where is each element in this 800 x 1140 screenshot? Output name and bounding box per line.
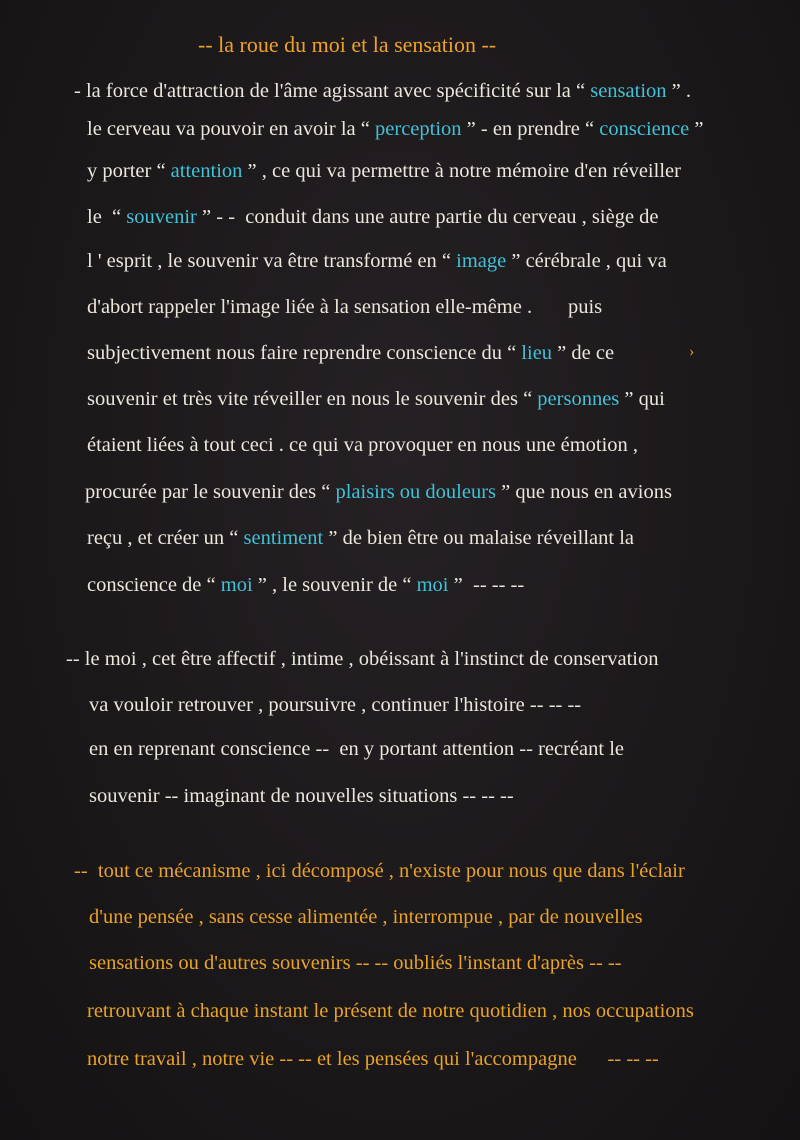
keyword: perception <box>375 118 462 140</box>
text-line <box>74 78 691 104</box>
text-line: d'une pensée , sans cesse alimentée , interrompue , par de nouvelles <box>89 906 643 928</box>
text-line <box>87 204 659 230</box>
text-segment: ” . <box>666 80 692 102</box>
keyword: sensation <box>590 80 667 102</box>
text-segment: reçu , et créer un “ <box>87 527 244 549</box>
text-segment: ” -- -- -- <box>448 574 525 596</box>
text-segment: ” <box>689 118 704 140</box>
text-line: sensations ou d'autres souvenirs -- -- oubliés l'instant d'après -- -- <box>89 952 622 974</box>
text-line <box>87 386 665 412</box>
text-segment: le “ <box>87 206 127 228</box>
keyword: plaisirs ou douleurs <box>335 481 497 503</box>
text-line: va vouloir retrouver , poursuivre , continuer l'histoire -- -- -- <box>89 694 582 716</box>
text-segment: ” - - conduit dans une autre partie du cerveau , siège de <box>196 206 659 228</box>
keyword: souvenir <box>126 206 197 228</box>
text-line <box>85 479 672 505</box>
text-segment: ” de bien être ou malaise réveillant la <box>323 527 634 549</box>
text-segment: ” cérébrale , qui va <box>506 250 667 272</box>
text-line: notre travail , notre vie -- -- et les pensées qui l'accompagne -- -- -- <box>87 1048 659 1070</box>
text-segment: ” , le souvenir de “ <box>252 574 417 596</box>
keyword: moi <box>416 574 449 596</box>
text-line: retrouvant à chaque instant le présent de notre quotidien , nos occupations <box>87 1000 694 1022</box>
text-segment: étaient liées à tout ceci . ce qui va provoquer en nous une émotion , <box>87 434 639 456</box>
text-segment: ” , ce qui va permettre à notre mémoire d'en réveiller <box>242 160 681 182</box>
keyword: sentiment <box>243 527 324 549</box>
keyword: image <box>456 250 507 272</box>
text-line: souvenir -- imaginant de nouvelles situations -- -- -- <box>89 785 514 807</box>
text-line <box>87 340 614 366</box>
keyword: moi <box>220 574 253 596</box>
text-segment: l ' esprit , le souvenir va être transformé en “ <box>87 250 457 272</box>
text-segment: procurée par le souvenir des “ <box>85 481 336 503</box>
text-line <box>87 158 681 184</box>
text-line: -- tout ce mécanisme , ici décomposé , n'existe pour nous que dans l'éclair <box>74 860 685 882</box>
text-segment: y porter “ <box>87 160 171 182</box>
text-segment: ” qui <box>619 388 665 410</box>
text-segment: souvenir et très vite réveiller en nous le souvenir des “ <box>87 388 538 410</box>
keyword: conscience <box>599 118 690 140</box>
keyword: attention <box>170 160 243 182</box>
text-line <box>87 572 524 598</box>
text-segment: ” - en prendre “ <box>461 118 600 140</box>
text-segment: subjectivement nous faire reprendre conscience du “ <box>87 342 522 364</box>
text-line <box>87 294 602 320</box>
text-segment: ” de ce <box>552 342 615 364</box>
stray-mark: › <box>689 343 695 360</box>
text-line: -- le moi , cet être affectif , intime , obéissant à l'instinct de conservation <box>66 648 659 670</box>
text-line <box>87 525 634 551</box>
keyword: personnes <box>537 388 620 410</box>
text-segment: ” que nous en avions <box>496 481 672 503</box>
text-line <box>87 116 703 142</box>
text-line <box>87 248 667 274</box>
text-segment: - la force d'attraction de l'âme agissant avec spécificité sur la “ <box>74 80 591 102</box>
text-line <box>87 432 638 458</box>
text-line: en en reprenant conscience -- en y portant attention -- recréant le <box>89 738 625 760</box>
text-segment: le cerveau va pouvoir en avoir la “ <box>87 118 376 140</box>
keyword: lieu <box>521 342 553 364</box>
text-segment: conscience de “ <box>87 574 221 596</box>
text-segment: d'abort rappeler l'image liée à la sensation elle-même . puis <box>87 296 603 318</box>
page-title: -- la roue du moi et la sensation -- <box>198 32 497 57</box>
